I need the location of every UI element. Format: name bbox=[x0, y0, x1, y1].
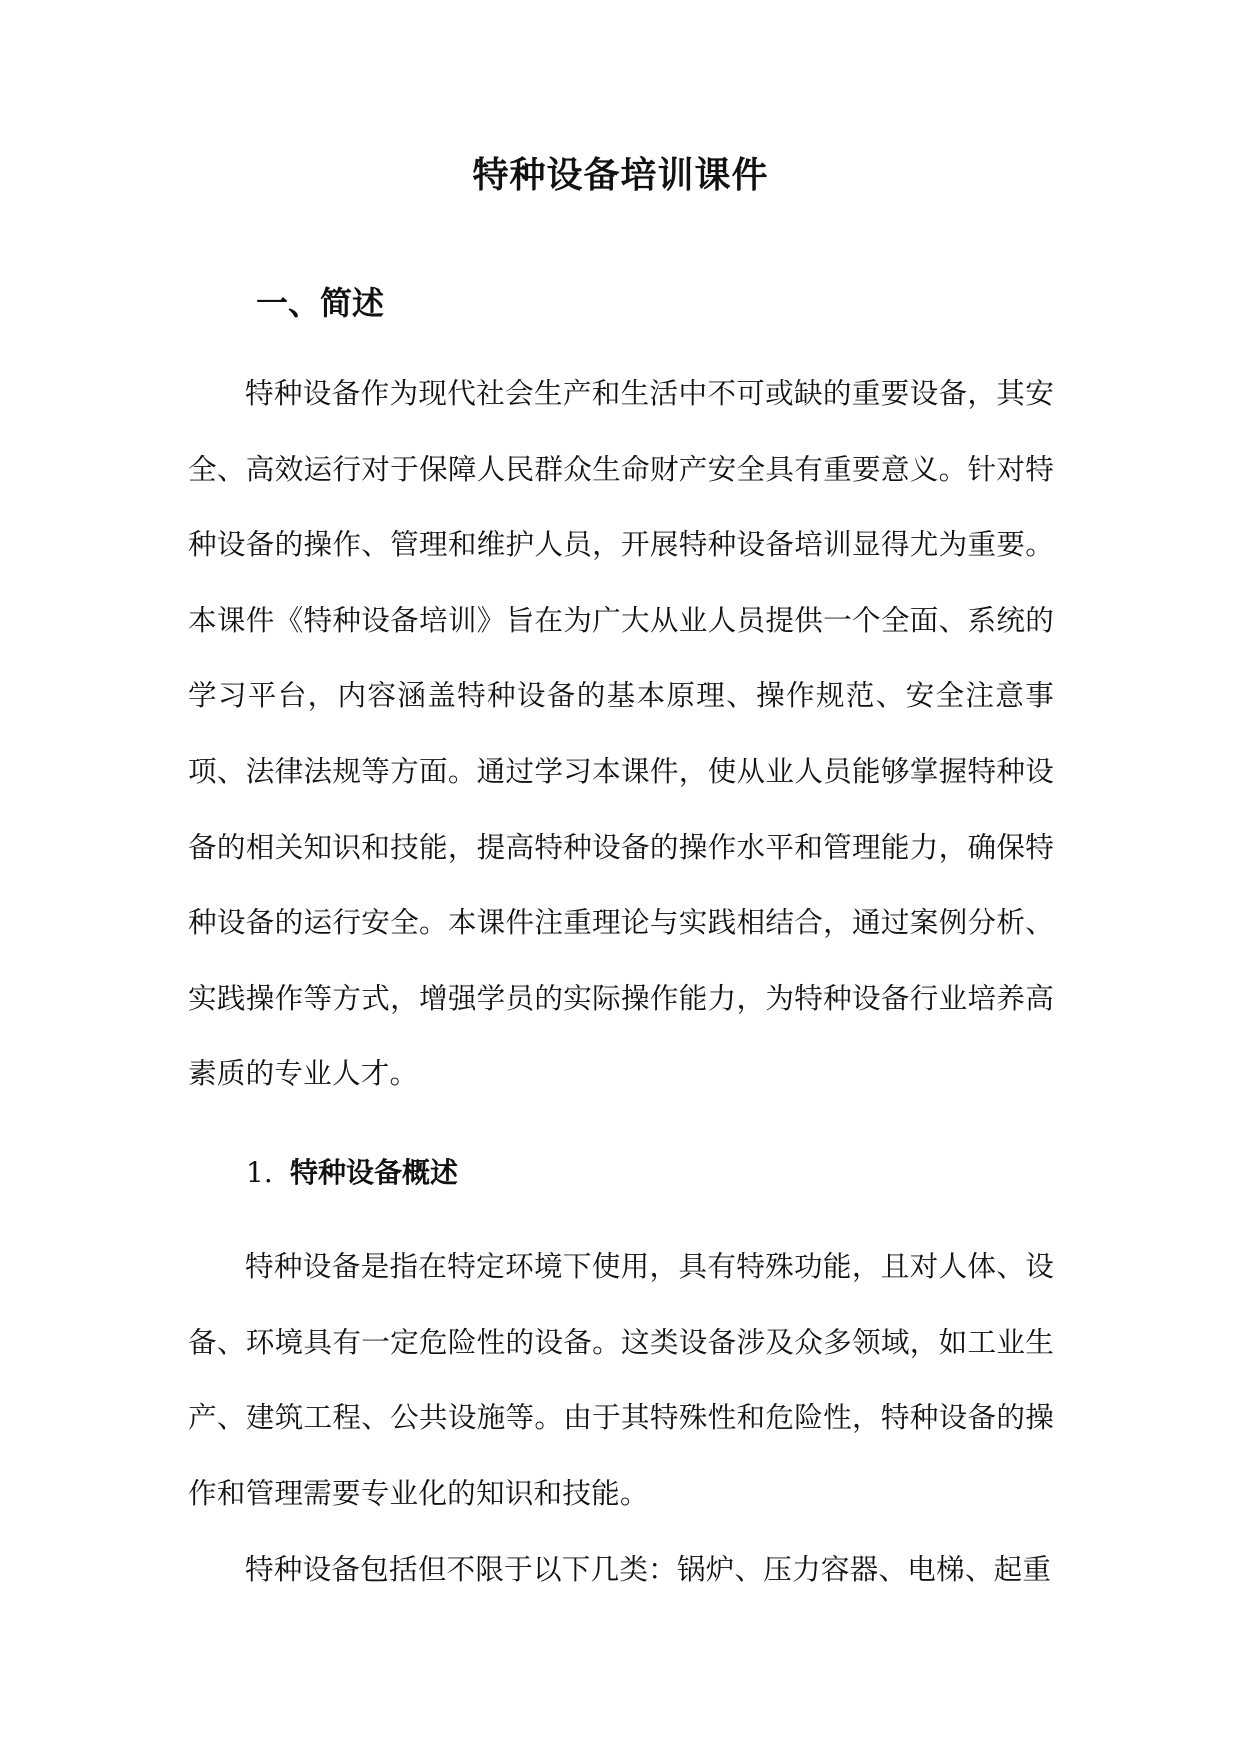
section-heading: 一、简述 bbox=[256, 284, 385, 322]
subsection-number: 1. bbox=[246, 1156, 273, 1189]
subsection-paragraph: 特种设备是指在特定环境下使用，具有特殊功能，且对人体、设备、环境具有一定危险性的设备。这类设备涉及众多领域，如工业生产、建筑工程、公共设施等。由于其特殊性和危险性，特种设备的操作和管理需要专业化的知识和技能。 bbox=[188, 1249, 1054, 1510]
subsection-heading bbox=[246, 1153, 458, 1193]
subsection-heading-text: 特种设备概述 bbox=[290, 1156, 459, 1189]
section-paragraph: 特种设备作为现代社会生产和生活中不可或缺的重要设备，其安全、高效运行对于保障人民群众生命财产安全具有重要意义。针对特种设备的操作、管理和维护人员，开展特种设备培训显得尤为重要。本课件《特种设备培训》旨在为广大从业人员提供一个全面、系统的学习平台，内容涵盖特种设备的基本原理、操作规范、安全注意事项、法律法规等方面。通过学习本课件，使从业人员能够掌握特种设备的相关知识和技能，提高特种设备的操作水平和管理能力，确保特种设备的运行安全。本课件注重理论与实践相结合，通过案例分析、实践操作等方式，增强学员的实际操作能力，为特种设备行业培养高素质的专业人才。 bbox=[188, 376, 1054, 1091]
subsection-paragraph: 特种设备包括但不限于以下几类：锅炉、压力容器、电梯、起重 bbox=[245, 1552, 1052, 1586]
document-title: 特种设备培训课件 bbox=[472, 154, 769, 196]
